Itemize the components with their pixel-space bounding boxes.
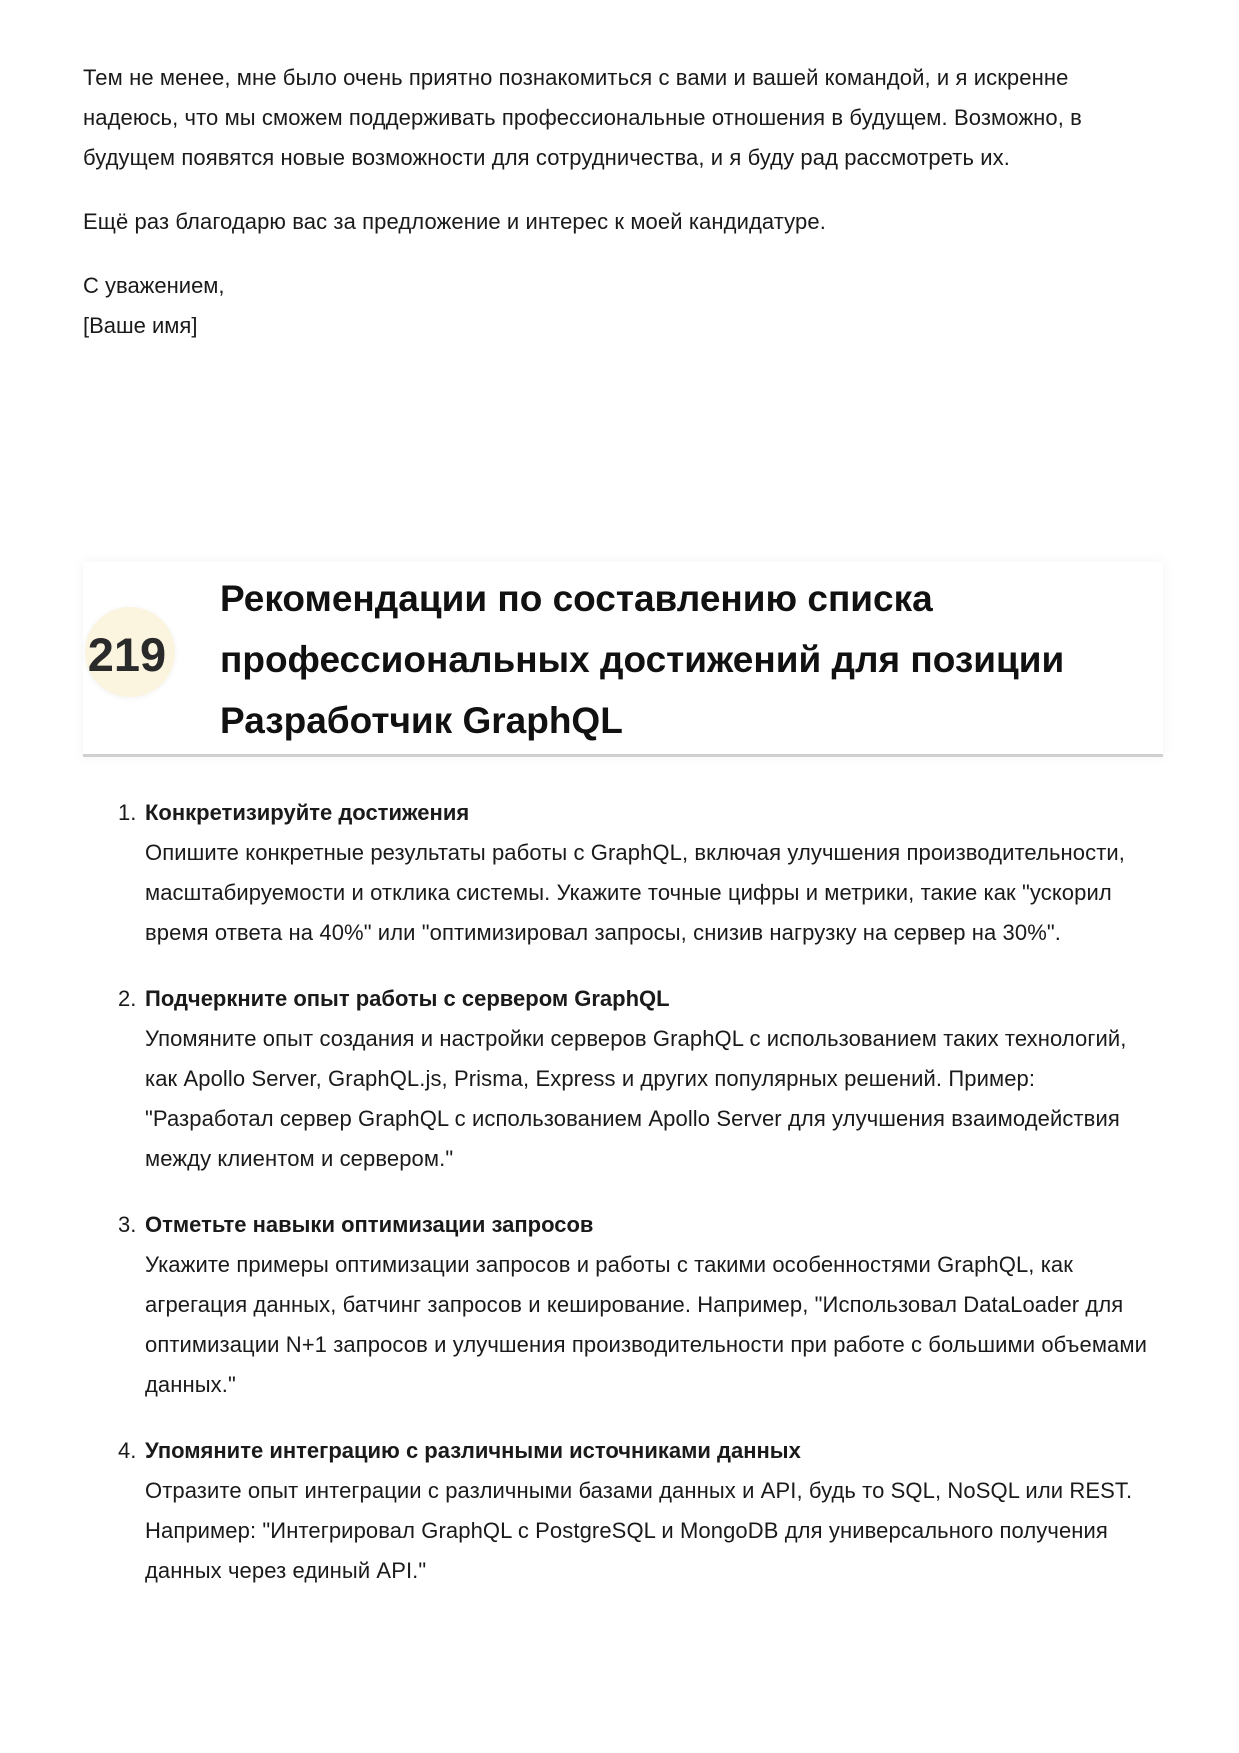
section-title: Рекомендации по составлению списка профессиональных достижений для позиции Разработчик GraphQL [220, 578, 1065, 741]
list-item-number: 3. [118, 1212, 137, 1237]
list-item [83, 979, 1163, 1179]
list-item-number: 4. [118, 1438, 137, 1463]
list-item-text: Укажите примеры оптимизации запросов и работы с такими особенностями GraphQL, как агрегация данных, батчинг запросов и кеширование. Например, "Использовал DataLoader для оптимизации N+1 запросов и улучшения производительности при работе с большими объемами данных." [145, 1252, 1147, 1397]
list-item-title: Подчеркните опыт работы с сервером GraphQL [145, 986, 670, 1011]
recommendations-list [83, 793, 1163, 1617]
list-item [83, 1205, 1163, 1405]
list-item-number: 2. [118, 986, 137, 1011]
letter-signature: [Ваше имя] [83, 313, 198, 338]
section-number: 219 [87, 628, 167, 681]
letter-paragraph: Ещё раз благодарю вас за предложение и интерес к моей кандидатуре. [83, 209, 826, 234]
list-item-text: Опишите конкретные результаты работы с GraphQL, включая улучшения производительности, масштабируемости и отклика системы. Укажите точные цифры и метрики, такие как "ускорил время ответа на 40%" или "оптимизировал запросы, снизив нагрузку на сервер на 30%". [145, 840, 1125, 945]
letter-closing: С уважением, [83, 273, 225, 298]
list-item-title: Конкретизируйте достижения [145, 800, 470, 825]
list-item [83, 793, 1163, 953]
list-item-text: Упомяните опыт создания и настройки серверов GraphQL с использованием таких технологий, как Apollo Server, GraphQL.js, Prisma, Express и других популярных решений. Пример: "Разработал сервер GraphQL с использованием Apollo Server для улучшения взаимодействия между клиентом и сервером." [145, 1026, 1127, 1171]
section-header [83, 562, 1163, 757]
letter-body [83, 58, 1163, 346]
list-item [83, 1431, 1163, 1591]
list-item-title: Отметьте навыки оптимизации запросов [145, 1212, 594, 1237]
list-item-text: Отразите опыт интеграции с различными базами данных и API, будь то SQL, NoSQL или REST. Например: "Интегрировал GraphQL с PostgreSQL и MongoDB для универсального получения данных через единый API." [145, 1478, 1133, 1583]
list-item-title: Упомяните интеграцию с различными источниками данных [145, 1438, 801, 1463]
letter-paragraph: Тем не менее, мне было очень приятно познакомиться с вами и вашей командой, и я искренне надеюсь, что мы сможем поддерживать профессиональные отношения в будущем. Возможно, в будущем появятся новые возможности для сотрудничества, и я буду рад рассмотреть их. [83, 65, 1082, 170]
list-item-number: 1. [118, 800, 137, 825]
